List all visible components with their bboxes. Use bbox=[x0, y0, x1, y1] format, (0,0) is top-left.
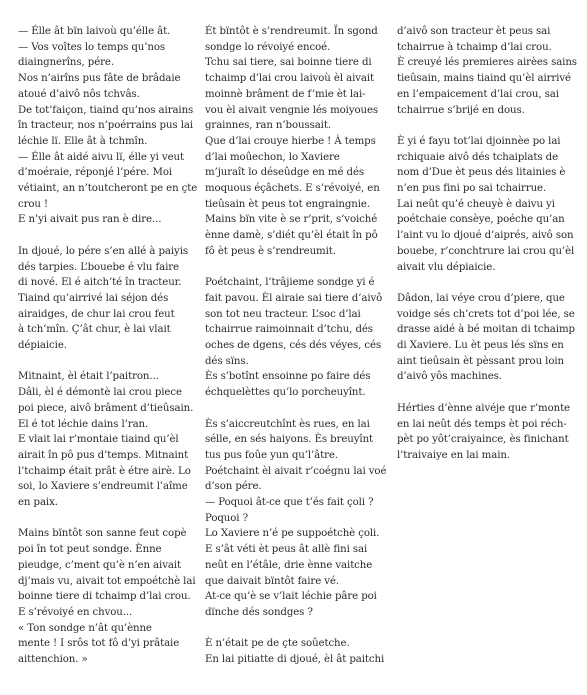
text-line: son tot neu tracteur. L’soc d’lai bbox=[205, 308, 361, 320]
text-line: Lo Xaviere n’é pe suppoétchè çoli. bbox=[205, 528, 380, 540]
text-line: pieudge, c’ment qu’è n’en aivait bbox=[18, 559, 181, 571]
text-line: En lai pitiatte di djoué, èl ât paitchi bbox=[205, 654, 385, 666]
paragraph bbox=[397, 24, 577, 118]
text-line: Nos n’airîns pus fâte de brâdaie bbox=[18, 73, 181, 85]
text-line: sondge lo révoiyé encoé. bbox=[205, 41, 331, 53]
text-line: « Ton sondge n’ât qu’ènne bbox=[18, 622, 152, 634]
text-line: l’aint vu lo djoué d’aiprés, aivô son bbox=[397, 230, 574, 242]
text-line: oches de dgens, cés dés véyes, cés bbox=[205, 340, 382, 352]
text-line: Mitnaint, èl était l’paitron... bbox=[18, 371, 159, 383]
text-line: E vlait lai r’montaie tiaind qu’èl bbox=[18, 434, 179, 446]
text-line: en paix. bbox=[18, 497, 58, 509]
text-line: bouebe, r’conchtrure lai crou qu’èl bbox=[397, 245, 575, 257]
text-line: De tot’faiçon, tiaind qu’nos airains bbox=[18, 104, 194, 116]
paragraph bbox=[18, 244, 198, 354]
text-line: Dâli, èl é démontè lai crou piece bbox=[18, 387, 182, 399]
text-line: tieûsain, mains tiaind qu’èl airrivé bbox=[397, 73, 571, 85]
paragraph bbox=[205, 24, 385, 260]
text-line: E n’yi aivait pus ran è dire... bbox=[18, 214, 162, 226]
text-line: d’aivô son tracteur èt peus sai bbox=[397, 26, 551, 37]
text-column-1 bbox=[18, 24, 198, 683]
text-line: È yi é fayu tot’lai djoinnèe po lai bbox=[397, 135, 561, 147]
paragraph bbox=[18, 526, 198, 667]
text-line: Dâdon, lai véye crou d’piere, que bbox=[397, 292, 565, 304]
text-line: à tch’mîn. Ç’ât chur, è lai vlait bbox=[18, 324, 171, 336]
text-line: vou èl aivait vengnie lés moiyoues bbox=[205, 104, 379, 116]
text-line: l’tchaimp était prât è étre airè. Lo bbox=[18, 465, 191, 477]
text-line: Hérties d’ènne aivéje que r’monte bbox=[397, 402, 570, 414]
text-line: grainnes, ran n’boussait. bbox=[205, 120, 331, 132]
text-line: boinne tiere di tchaimp d’lai crou. bbox=[18, 591, 191, 603]
text-line: aittenchion. » bbox=[18, 654, 88, 666]
text-line: tchairrue raimoinnait d’tchu, dés bbox=[205, 324, 373, 336]
paragraph bbox=[397, 134, 577, 275]
text-line: fait pavou. Èl airaie sai tiere d’aivô bbox=[205, 292, 383, 304]
text-line: rchiquaie aivô dés tchaiplats de bbox=[397, 151, 559, 163]
text-line: At-ce qu’è se v’lait léchie pâre poi bbox=[205, 591, 377, 603]
text-line: E s’ât véti èt peus ât allè fini sai bbox=[205, 544, 368, 556]
text-line: d’aivô yôs machines. bbox=[397, 371, 502, 383]
text-line: échquelèttes qu’lo porcheuyînt. bbox=[205, 387, 366, 399]
text-line: moinnè brâment de f’mie èt lai- bbox=[205, 88, 366, 100]
text-line: Poétchaint, l’trâjieme sondge yi é bbox=[205, 277, 375, 289]
text-line: Tiaind qu’airrivé lai séjon dés bbox=[18, 292, 169, 304]
text-line: diaingnerîns, pére. bbox=[18, 57, 114, 69]
text-line: Ès s’botînt ensoinne po faire dés bbox=[205, 371, 371, 383]
text-line: airaidges, de chur lai crou feut bbox=[18, 308, 175, 320]
text-line: mente ! I srôs tot fô d’yi prâtaie bbox=[18, 638, 180, 650]
text-line: tchairrue à tchaimp d’lai crou. bbox=[397, 41, 552, 53]
text-line: voidge sés ch’crets tot d’poi lée, se bbox=[397, 308, 575, 320]
text-line: dépiaicie. bbox=[18, 340, 67, 352]
text-line: en lai neût dés temps èt poi réch- bbox=[397, 418, 567, 430]
text-line: tieûsain èt peus tot engraingnie. bbox=[205, 198, 370, 210]
text-line: que daivait bïntôt faire vé. bbox=[205, 575, 339, 587]
text-line: aint tieûsain èt pèssant prou loin bbox=[397, 355, 564, 367]
text-line: Que d’lai crouye hierbe ! À temps bbox=[205, 135, 376, 147]
text-line: soi, lo Xaviere s’endreumit l’aîme bbox=[18, 481, 188, 493]
text-line: léchie lï. Elle ât à tchmîn. bbox=[18, 135, 148, 147]
text-line: di Xaviere. Lu èt peus lés sïns en bbox=[397, 340, 564, 352]
text-line: m’juraît lo déseûdge en mé dés bbox=[205, 167, 364, 179]
text-line: Lai neût qu’é cheuyè è daivu yi bbox=[397, 198, 555, 210]
paragraph bbox=[397, 401, 577, 464]
paragraph bbox=[18, 24, 198, 228]
text-line: E s’révoiyé en chvou... bbox=[18, 606, 133, 618]
text-line: El é tot léchie dains l’ran. bbox=[18, 418, 149, 430]
text-line: l’traivaiye en lai main. bbox=[397, 449, 510, 461]
text-line: — Élle ât aidé aivu lï, élle yi veut bbox=[18, 151, 184, 163]
text-line: poétchaie consèye, poéche qu’an bbox=[397, 214, 565, 226]
paragraph bbox=[205, 275, 385, 401]
paragraph bbox=[18, 369, 198, 510]
text-line: sélle, en sés haiyons. Ès breuyînt bbox=[205, 434, 374, 446]
text-line: Poétchaint èl aivait r’coégnu lai voé bbox=[205, 465, 387, 477]
text-line: moquous éçâchets. E s’révoiyé, en bbox=[205, 183, 380, 195]
text-line: In djoué, lo pére s’en allé à paiyis bbox=[18, 245, 188, 257]
text-line: tchaimp d’lai crou laivoù èl aivait bbox=[205, 73, 375, 85]
text-line: di nové. El é aitch’té în tracteur. bbox=[18, 277, 182, 289]
text-line: — Élle ât bïn laivoù qu’élle ât. bbox=[18, 26, 171, 37]
text-line: ènne damè, s’diét qu’èl était în pô bbox=[205, 230, 378, 242]
text-line: poi piece, aivô brâment d’tieûsain. bbox=[18, 402, 194, 414]
text-line: — Vos voîtes lo temps qu’nos bbox=[18, 41, 166, 53]
paragraph bbox=[397, 291, 577, 385]
text-line: — Poquoi ât-ce que t’és fait çoli ? bbox=[205, 497, 374, 509]
text-line: d’son pére. bbox=[205, 481, 262, 493]
text-line: Ét bïntôt è s’rendreumit. Ïn sgond bbox=[205, 26, 378, 37]
text-line: airait în pô pus d’temps. Mitnaint bbox=[18, 449, 189, 461]
text-column-3 bbox=[397, 24, 577, 479]
text-line: nom d’Due èt peus dés litainies è bbox=[397, 167, 566, 179]
text-line: Ès s’aiccreutchînt ès rues, en lai bbox=[205, 418, 370, 430]
text-line: tus pus foûe yun qu’l’âtre. bbox=[205, 449, 338, 461]
text-line: d’moéraie, réponjé l’pére. Moi bbox=[18, 167, 173, 179]
text-line: în tracteur, nos n’poérrains pus lai bbox=[18, 120, 193, 132]
text-line: dés tarpies. L’bouebe é vlu faire bbox=[18, 261, 179, 273]
text-line: dïnche dés sondges ? bbox=[205, 606, 313, 618]
text-line: Poquoi ? bbox=[205, 512, 248, 524]
paragraph bbox=[205, 636, 385, 667]
text-line: drasse aidé à bé moitan di tchaimp bbox=[397, 324, 575, 336]
text-line: en l’empaicement d’lai crou, sai bbox=[397, 88, 559, 100]
text-line: Tchu sai tiere, sai boinne tiere di bbox=[205, 57, 372, 69]
text-line: crou ! bbox=[18, 198, 49, 210]
text-column-2 bbox=[205, 24, 385, 683]
text-line: n’en pus fini po sai tchairrue. bbox=[397, 183, 547, 195]
text-line: È creuyé lés premieres airèes sains bbox=[397, 57, 577, 69]
text-line: dj’mais vu, aivait tot empoétchè lai bbox=[18, 575, 196, 587]
text-line: aivait vlu dépiaicie. bbox=[397, 261, 496, 273]
text-line: vétiaint, an n’toutcheront pe en çte bbox=[18, 183, 198, 195]
text-line: Mains bïn vite è se r’prit, s’voiché bbox=[205, 214, 378, 226]
text-line: neût en l’étâle, drie ènne vaitche bbox=[205, 559, 373, 571]
text-line: atoué d’aivô nôs tchvâs. bbox=[18, 88, 140, 100]
text-line: tchairrue s’brijé en dous. bbox=[397, 104, 525, 116]
text-line: È n’était pe de çte soûetche. bbox=[205, 638, 350, 650]
text-line: dés sïns. bbox=[205, 355, 249, 367]
text-line: d’lai moûechon, lo Xaviere bbox=[205, 151, 340, 163]
text-line: Mains bïntôt son sanne feut copè bbox=[18, 528, 187, 540]
text-line: fô èt peus è s’rendreumit. bbox=[205, 245, 336, 257]
text-line: poi în tot peut sondge. Ènne bbox=[18, 544, 162, 556]
paragraph bbox=[205, 417, 385, 621]
text-line: pèt po yôt’craiyaince, ès finichant bbox=[397, 434, 569, 446]
